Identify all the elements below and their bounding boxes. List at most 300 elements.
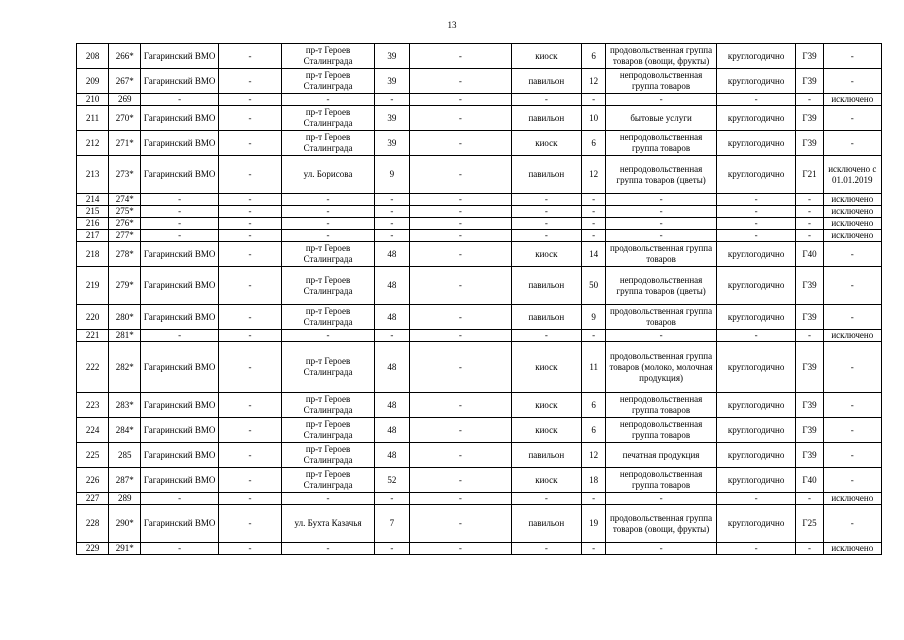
cell-note: исключено	[823, 543, 881, 555]
cell-zone: -	[796, 218, 823, 230]
cell-house-number: 52	[374, 468, 409, 493]
table-body	[77, 44, 882, 555]
cell-object-type: -	[511, 230, 581, 242]
cell-note: исключено	[823, 94, 881, 106]
table-row	[77, 44, 882, 69]
cell-district: -	[141, 206, 218, 218]
cell-row-number: 216	[77, 218, 109, 230]
table-row	[77, 242, 882, 267]
cell-object-number: 291*	[109, 543, 141, 555]
cell-row-number: 208	[77, 44, 109, 69]
cell-area: 6	[582, 418, 606, 443]
cell-row-number: 224	[77, 418, 109, 443]
cell-note: -	[823, 505, 881, 543]
cell-district: Гагаринский ВМО	[141, 267, 218, 305]
cell-row-number: 211	[77, 106, 109, 131]
cell-column-4: -	[218, 267, 281, 305]
table-row	[77, 156, 882, 194]
cell-house-number: 39	[374, 106, 409, 131]
cell-note: -	[823, 44, 881, 69]
table-row	[77, 218, 882, 230]
cell-period: -	[716, 230, 795, 242]
cell-row-number: 227	[77, 493, 109, 505]
cell-district: Гагаринский ВМО	[141, 443, 218, 468]
cell-object-number: 267*	[109, 69, 141, 94]
table-row	[77, 443, 882, 468]
cell-row-number: 212	[77, 131, 109, 156]
cell-specialization: -	[606, 194, 717, 206]
cell-column-7: -	[410, 131, 512, 156]
cell-specialization: продовольственная группа товаров	[606, 305, 717, 330]
table-row	[77, 393, 882, 418]
cell-street: пр-т Героев Сталинграда	[282, 131, 375, 156]
cell-street: пр-т Героев Сталинграда	[282, 106, 375, 131]
cell-object-type: -	[511, 206, 581, 218]
cell-note: -	[823, 242, 881, 267]
cell-zone: Г39	[796, 106, 823, 131]
cell-street: пр-т Героев Сталинграда	[282, 69, 375, 94]
cell-object-type: павильон	[511, 69, 581, 94]
cell-row-number: 226	[77, 468, 109, 493]
cell-column-7: -	[410, 330, 512, 342]
cell-specialization: печатная продукция	[606, 443, 717, 468]
cell-period: круглогодично	[716, 242, 795, 267]
cell-zone: Г39	[796, 418, 823, 443]
cell-specialization: продовольственная группа товаров	[606, 242, 717, 267]
cell-specialization: бытовые услуги	[606, 106, 717, 131]
cell-area: -	[582, 194, 606, 206]
table-row	[77, 194, 882, 206]
cell-column-7: -	[410, 106, 512, 131]
cell-street: пр-т Героев Сталинграда	[282, 44, 375, 69]
cell-column-7: -	[410, 69, 512, 94]
cell-specialization: -	[606, 543, 717, 555]
cell-district: Гагаринский ВМО	[141, 242, 218, 267]
cell-area: 12	[582, 156, 606, 194]
cell-column-4: -	[218, 505, 281, 543]
cell-column-4: -	[218, 493, 281, 505]
table-row	[77, 94, 882, 106]
cell-specialization: продовольственная группа товаров (молоко, молочная продукция)	[606, 342, 717, 393]
cell-row-number: 219	[77, 267, 109, 305]
cell-object-type: киоск	[511, 393, 581, 418]
cell-street: -	[282, 493, 375, 505]
cell-street: -	[282, 206, 375, 218]
cell-column-7: -	[410, 543, 512, 555]
cell-note: исключено	[823, 493, 881, 505]
cell-column-7: -	[410, 230, 512, 242]
cell-row-number: 217	[77, 230, 109, 242]
cell-district: -	[141, 230, 218, 242]
cell-zone: -	[796, 330, 823, 342]
cell-district: Гагаринский ВМО	[141, 342, 218, 393]
cell-column-4: -	[218, 69, 281, 94]
placement-table	[76, 43, 882, 555]
cell-row-number: 210	[77, 94, 109, 106]
cell-object-type: павильон	[511, 267, 581, 305]
cell-street: пр-т Героев Сталинграда	[282, 242, 375, 267]
cell-zone: -	[796, 194, 823, 206]
cell-house-number: 39	[374, 69, 409, 94]
cell-object-type: киоск	[511, 418, 581, 443]
cell-column-4: -	[218, 468, 281, 493]
cell-specialization: продовольственная группа товаров (овощи, фрукты)	[606, 44, 717, 69]
table-row	[77, 505, 882, 543]
cell-area: 14	[582, 242, 606, 267]
cell-column-4: -	[218, 106, 281, 131]
cell-area: 12	[582, 443, 606, 468]
cell-area: 18	[582, 468, 606, 493]
cell-house-number: -	[374, 218, 409, 230]
cell-district: Гагаринский ВМО	[141, 131, 218, 156]
cell-object-number: 281*	[109, 330, 141, 342]
cell-area: 6	[582, 44, 606, 69]
cell-district: -	[141, 493, 218, 505]
cell-object-number: 266*	[109, 44, 141, 69]
cell-house-number: 9	[374, 156, 409, 194]
cell-column-7: -	[410, 493, 512, 505]
cell-district: -	[141, 218, 218, 230]
cell-column-7: -	[410, 418, 512, 443]
cell-house-number: 48	[374, 305, 409, 330]
cell-column-4: -	[218, 418, 281, 443]
cell-column-7: -	[410, 156, 512, 194]
cell-street: пр-т Героев Сталинграда	[282, 267, 375, 305]
cell-street: -	[282, 230, 375, 242]
cell-period: круглогодично	[716, 443, 795, 468]
cell-specialization: непродовольственная группа товаров	[606, 393, 717, 418]
cell-object-number: 282*	[109, 342, 141, 393]
cell-object-number: 283*	[109, 393, 141, 418]
cell-area: 19	[582, 505, 606, 543]
cell-district: Гагаринский ВМО	[141, 69, 218, 94]
cell-zone: Г39	[796, 44, 823, 69]
cell-column-7: -	[410, 267, 512, 305]
cell-object-type: -	[511, 330, 581, 342]
cell-object-type: киоск	[511, 342, 581, 393]
cell-column-4: -	[218, 218, 281, 230]
cell-house-number: -	[374, 543, 409, 555]
cell-object-number: 285	[109, 443, 141, 468]
cell-zone: Г40	[796, 468, 823, 493]
cell-note: исключено с 01.01.2019	[823, 156, 881, 194]
cell-note: исключено	[823, 218, 881, 230]
cell-object-number: 275*	[109, 206, 141, 218]
cell-column-4: -	[218, 206, 281, 218]
cell-area: -	[582, 218, 606, 230]
cell-period: круглогодично	[716, 468, 795, 493]
table-row	[77, 418, 882, 443]
cell-house-number: 48	[374, 443, 409, 468]
cell-object-number: 271*	[109, 131, 141, 156]
page-number: 13	[447, 20, 457, 30]
cell-house-number: 39	[374, 131, 409, 156]
cell-object-number: 273*	[109, 156, 141, 194]
cell-period: -	[716, 330, 795, 342]
cell-street: -	[282, 194, 375, 206]
cell-street: ул. Борисова	[282, 156, 375, 194]
cell-district: -	[141, 194, 218, 206]
cell-object-type: павильон	[511, 156, 581, 194]
cell-column-7: -	[410, 468, 512, 493]
cell-column-7: -	[410, 393, 512, 418]
cell-zone: Г25	[796, 505, 823, 543]
cell-object-number: 289	[109, 493, 141, 505]
cell-zone: -	[796, 206, 823, 218]
cell-period: круглогодично	[716, 505, 795, 543]
cell-street: -	[282, 330, 375, 342]
cell-period: круглогодично	[716, 305, 795, 330]
cell-area: -	[582, 493, 606, 505]
cell-period: круглогодично	[716, 267, 795, 305]
cell-note: -	[823, 131, 881, 156]
cell-note: -	[823, 418, 881, 443]
cell-specialization: -	[606, 230, 717, 242]
cell-row-number: 209	[77, 69, 109, 94]
cell-district: Гагаринский ВМО	[141, 393, 218, 418]
cell-object-number: 279*	[109, 267, 141, 305]
cell-area: 10	[582, 106, 606, 131]
table-row	[77, 106, 882, 131]
cell-column-4: -	[218, 242, 281, 267]
cell-period: круглогодично	[716, 393, 795, 418]
cell-column-4: -	[218, 443, 281, 468]
cell-specialization: непродовольственная группа товаров	[606, 418, 717, 443]
cell-zone: Г39	[796, 342, 823, 393]
cell-area: 9	[582, 305, 606, 330]
cell-column-7: -	[410, 242, 512, 267]
cell-note: -	[823, 69, 881, 94]
cell-note: -	[823, 305, 881, 330]
cell-column-4: -	[218, 131, 281, 156]
cell-column-7: -	[410, 218, 512, 230]
cell-note: -	[823, 342, 881, 393]
cell-zone: -	[796, 230, 823, 242]
cell-note: -	[823, 443, 881, 468]
cell-object-type: павильон	[511, 505, 581, 543]
table-row	[77, 543, 882, 555]
cell-street: ул. Бухта Казачья	[282, 505, 375, 543]
cell-street: -	[282, 218, 375, 230]
cell-row-number: 215	[77, 206, 109, 218]
table-row	[77, 468, 882, 493]
cell-zone: -	[796, 94, 823, 106]
cell-object-type: -	[511, 493, 581, 505]
cell-period: -	[716, 543, 795, 555]
cell-specialization: непродовольственная группа товаров	[606, 468, 717, 493]
cell-zone: -	[796, 543, 823, 555]
cell-zone: Г39	[796, 267, 823, 305]
cell-zone: Г40	[796, 242, 823, 267]
cell-period: -	[716, 206, 795, 218]
cell-object-type: павильон	[511, 305, 581, 330]
cell-object-number: 287*	[109, 468, 141, 493]
cell-zone: Г39	[796, 69, 823, 94]
cell-street: -	[282, 543, 375, 555]
cell-object-number: 290*	[109, 505, 141, 543]
cell-period: круглогодично	[716, 131, 795, 156]
cell-period: круглогодично	[716, 106, 795, 131]
cell-object-number: 276*	[109, 218, 141, 230]
cell-object-type: павильон	[511, 443, 581, 468]
cell-row-number: 213	[77, 156, 109, 194]
cell-row-number: 229	[77, 543, 109, 555]
cell-row-number: 222	[77, 342, 109, 393]
cell-zone: Г39	[796, 443, 823, 468]
cell-area: -	[582, 230, 606, 242]
table-row	[77, 493, 882, 505]
cell-area: -	[582, 206, 606, 218]
cell-house-number: 48	[374, 342, 409, 393]
cell-specialization: -	[606, 94, 717, 106]
cell-column-7: -	[410, 206, 512, 218]
cell-column-4: -	[218, 156, 281, 194]
cell-street: пр-т Героев Сталинграда	[282, 342, 375, 393]
cell-zone: Г21	[796, 156, 823, 194]
cell-object-type: киоск	[511, 131, 581, 156]
cell-object-number: 284*	[109, 418, 141, 443]
cell-specialization: непродовольственная группа товаров (цветы)	[606, 156, 717, 194]
cell-house-number: 7	[374, 505, 409, 543]
cell-column-4: -	[218, 194, 281, 206]
cell-period: -	[716, 218, 795, 230]
table-row	[77, 230, 882, 242]
cell-zone: Г39	[796, 131, 823, 156]
cell-note: -	[823, 106, 881, 131]
cell-object-type: -	[511, 543, 581, 555]
cell-district: Гагаринский ВМО	[141, 305, 218, 330]
cell-object-number: 270*	[109, 106, 141, 131]
cell-column-7: -	[410, 505, 512, 543]
cell-house-number: 48	[374, 393, 409, 418]
cell-street: пр-т Героев Сталинграда	[282, 468, 375, 493]
cell-row-number: 228	[77, 505, 109, 543]
cell-district: Гагаринский ВМО	[141, 156, 218, 194]
cell-note: -	[823, 393, 881, 418]
cell-column-7: -	[410, 94, 512, 106]
table-row	[77, 305, 882, 330]
cell-column-7: -	[410, 443, 512, 468]
cell-period: круглогодично	[716, 156, 795, 194]
cell-specialization: непродовольственная группа товаров (цветы)	[606, 267, 717, 305]
cell-row-number: 225	[77, 443, 109, 468]
cell-row-number: 214	[77, 194, 109, 206]
cell-period: -	[716, 194, 795, 206]
cell-column-7: -	[410, 342, 512, 393]
table-row	[77, 267, 882, 305]
cell-area: -	[582, 543, 606, 555]
cell-house-number: -	[374, 330, 409, 342]
cell-district: Гагаринский ВМО	[141, 44, 218, 69]
cell-house-number: 48	[374, 242, 409, 267]
cell-zone: Г39	[796, 393, 823, 418]
cell-specialization: продовольственная группа товаров (овощи, фрукты)	[606, 505, 717, 543]
cell-house-number: -	[374, 94, 409, 106]
cell-zone: -	[796, 493, 823, 505]
cell-column-7: -	[410, 44, 512, 69]
cell-house-number: 48	[374, 418, 409, 443]
cell-house-number: -	[374, 230, 409, 242]
cell-specialization: непродовольственная группа товаров	[606, 69, 717, 94]
cell-street: -	[282, 94, 375, 106]
cell-note: исключено	[823, 194, 881, 206]
table-row	[77, 206, 882, 218]
cell-column-4: -	[218, 330, 281, 342]
cell-specialization: -	[606, 493, 717, 505]
cell-object-type: -	[511, 94, 581, 106]
cell-district: Гагаринский ВМО	[141, 468, 218, 493]
cell-object-number: 274*	[109, 194, 141, 206]
cell-area: -	[582, 330, 606, 342]
cell-zone: Г39	[796, 305, 823, 330]
cell-district: Гагаринский ВМО	[141, 505, 218, 543]
cell-specialization: -	[606, 218, 717, 230]
cell-object-number: 277*	[109, 230, 141, 242]
cell-specialization: -	[606, 330, 717, 342]
cell-column-4: -	[218, 305, 281, 330]
cell-specialization: непродовольственная группа товаров	[606, 131, 717, 156]
table-row	[77, 330, 882, 342]
cell-period: круглогодично	[716, 342, 795, 393]
cell-column-4: -	[218, 393, 281, 418]
cell-district: Гагаринский ВМО	[141, 418, 218, 443]
cell-specialization: -	[606, 206, 717, 218]
cell-column-4: -	[218, 94, 281, 106]
table-row	[77, 69, 882, 94]
cell-house-number: 48	[374, 267, 409, 305]
cell-row-number: 223	[77, 393, 109, 418]
cell-object-number: 278*	[109, 242, 141, 267]
cell-area: 6	[582, 393, 606, 418]
cell-row-number: 221	[77, 330, 109, 342]
cell-street: пр-т Героев Сталинграда	[282, 305, 375, 330]
cell-house-number: -	[374, 194, 409, 206]
cell-period: круглогодично	[716, 418, 795, 443]
cell-column-7: -	[410, 194, 512, 206]
cell-area: 11	[582, 342, 606, 393]
cell-row-number: 220	[77, 305, 109, 330]
cell-area: 12	[582, 69, 606, 94]
cell-object-type: -	[511, 194, 581, 206]
cell-district: -	[141, 94, 218, 106]
cell-district: Гагаринский ВМО	[141, 106, 218, 131]
cell-note: исключено	[823, 330, 881, 342]
cell-area: -	[582, 94, 606, 106]
cell-note: -	[823, 267, 881, 305]
cell-column-4: -	[218, 44, 281, 69]
cell-row-number: 218	[77, 242, 109, 267]
cell-object-type: киоск	[511, 468, 581, 493]
table-row	[77, 131, 882, 156]
cell-object-type: -	[511, 218, 581, 230]
cell-column-4: -	[218, 342, 281, 393]
cell-house-number: -	[374, 206, 409, 218]
cell-note: исключено	[823, 230, 881, 242]
cell-column-4: -	[218, 230, 281, 242]
cell-column-7: -	[410, 305, 512, 330]
cell-object-type: киоск	[511, 242, 581, 267]
cell-house-number: 39	[374, 44, 409, 69]
cell-period: -	[716, 94, 795, 106]
cell-street: пр-т Героев Сталинграда	[282, 418, 375, 443]
cell-column-4: -	[218, 543, 281, 555]
cell-house-number: -	[374, 493, 409, 505]
cell-object-number: 280*	[109, 305, 141, 330]
cell-note: -	[823, 468, 881, 493]
cell-district: -	[141, 330, 218, 342]
cell-period: -	[716, 493, 795, 505]
cell-street: пр-т Героев Сталинграда	[282, 393, 375, 418]
